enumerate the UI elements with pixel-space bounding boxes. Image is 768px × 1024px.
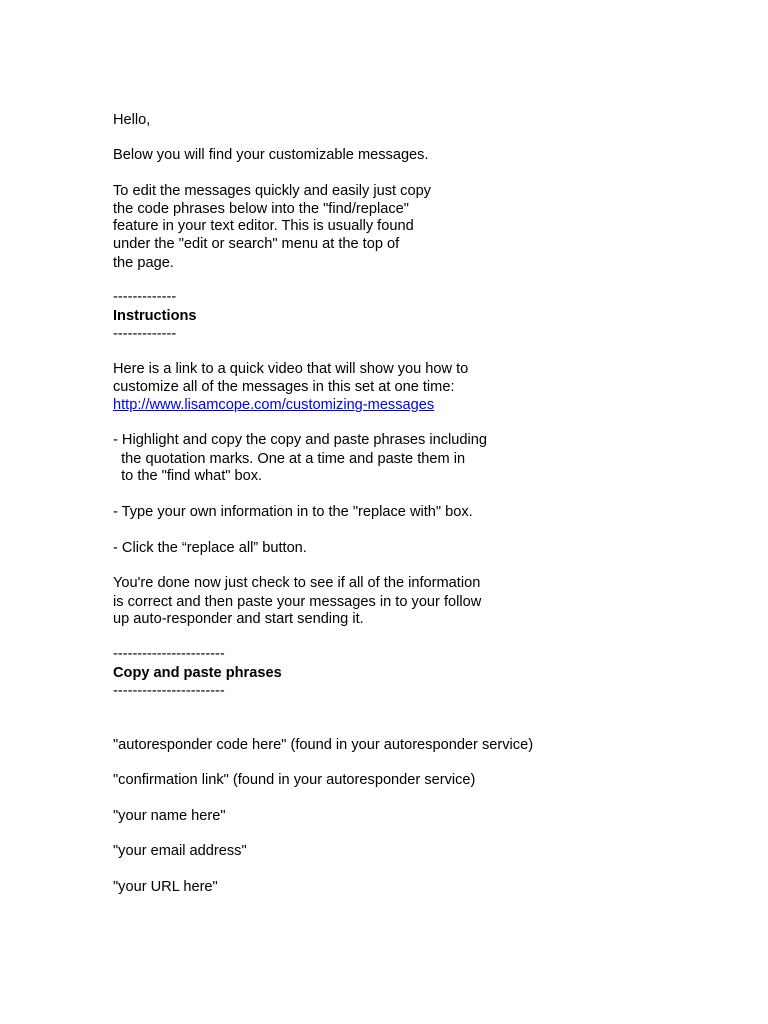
step-type-text: - Type your own information in to the "replace with" box.: [113, 504, 473, 520]
phrases-divider-bottom: -----------------------: [113, 683, 225, 699]
edit-paragraph-line: To edit the messages quickly and easily just copy: [113, 183, 431, 199]
instructions-heading: Instructions: [113, 308, 197, 324]
phrase-item: "your URL here": [113, 879, 218, 895]
edit-paragraph-line: feature in your text editor. This is usually found: [113, 218, 414, 234]
step-highlight-line: the quotation marks. One at a time and paste them in: [113, 451, 466, 467]
phrase-item: "autoresponder code here" (found in your autoresponder service): [113, 737, 534, 753]
intro-text: Below you will find your customizable messages.: [113, 147, 429, 163]
phrases-divider-top: -----------------------: [113, 646, 225, 662]
edit-paragraph-line: under the "edit or search" menu at the top of: [113, 236, 400, 252]
done-paragraph-line: is correct and then paste your messages in to your follow: [113, 594, 482, 610]
phrase-item: "confirmation link" (found in your autoresponder service): [113, 772, 476, 788]
video-paragraph-line: customize all of the messages in this set at one time:: [113, 379, 455, 395]
greeting-text: Hello,: [113, 112, 151, 128]
step-highlight-line: - Highlight and copy the copy and paste phrases including: [113, 432, 488, 448]
instructions-divider-top: -------------: [113, 289, 177, 305]
phrase-item: "your name here": [113, 808, 226, 824]
step-highlight-line: to the "find what" box.: [113, 468, 263, 484]
video-link[interactable]: http://www.lisamcope.com/customizing-messages: [113, 397, 435, 413]
phrase-item: "your email address": [113, 843, 247, 859]
done-paragraph-line: You're done now just check to see if all of the information: [113, 575, 481, 591]
phrases-heading: Copy and paste phrases: [113, 665, 282, 681]
edit-paragraph-line: the page.: [113, 255, 174, 271]
video-paragraph-line: Here is a link to a quick video that will show you how to: [113, 361, 469, 377]
done-paragraph-line: up auto-responder and start sending it.: [113, 611, 364, 627]
instructions-divider-bottom: -------------: [113, 326, 177, 342]
edit-paragraph-line: the code phrases below into the "find/replace": [113, 201, 409, 217]
step-click-text: - Click the “replace all” button.: [113, 540, 307, 556]
